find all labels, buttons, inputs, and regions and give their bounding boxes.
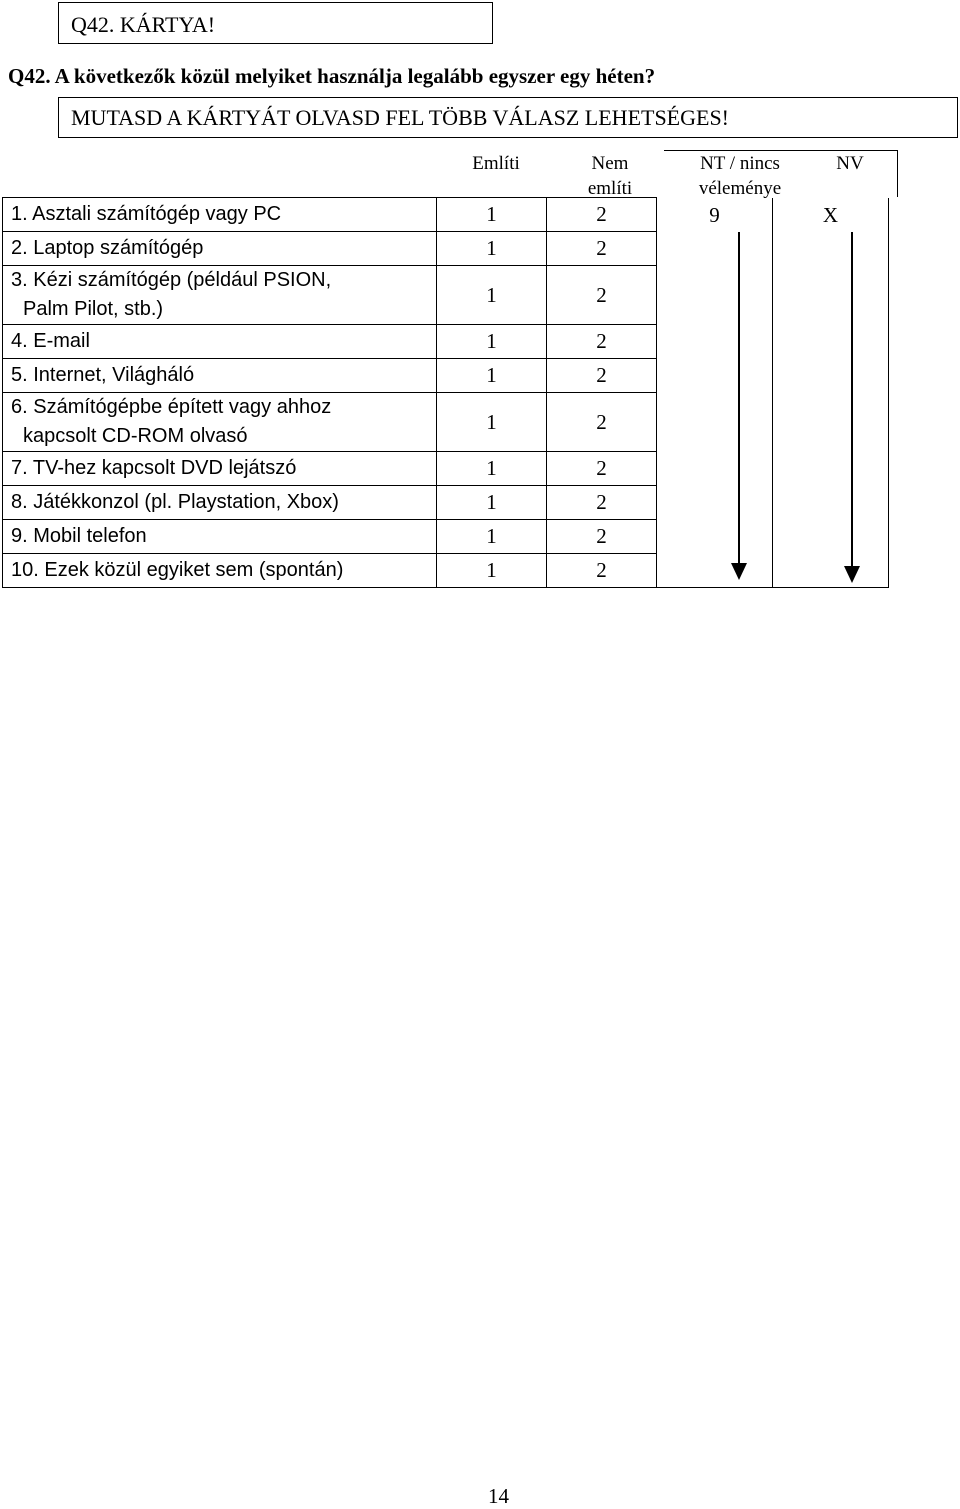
code-nem-emliti[interactable]: 2 xyxy=(547,266,657,325)
header-nv xyxy=(800,152,900,177)
row-label-line2: Palm Pilot, stb.) xyxy=(23,298,164,320)
header-nem-emliti xyxy=(560,152,660,201)
row-label xyxy=(3,554,437,588)
header-nt xyxy=(670,152,810,201)
code-emliti[interactable]: 1 xyxy=(437,554,547,588)
row-label xyxy=(3,266,437,325)
header-emliti-label: Említi xyxy=(472,153,520,174)
page-number: 14 xyxy=(488,1484,509,1508)
code-nv[interactable]: X xyxy=(773,198,889,588)
code-nem-emliti[interactable]: 2 xyxy=(547,393,657,452)
code-nem-emliti[interactable]: 2 xyxy=(547,325,657,359)
row-label xyxy=(3,486,437,520)
code-nem-emliti[interactable]: 2 xyxy=(547,198,657,232)
code-emliti[interactable]: 1 xyxy=(437,198,547,232)
header-nt-line1: NT / nincs xyxy=(700,153,780,174)
row-label xyxy=(3,359,437,393)
table-row xyxy=(3,198,889,232)
row-label-line1: 9. Mobil telefon xyxy=(11,525,147,547)
header-emliti xyxy=(446,152,546,177)
row-label-line1: 3. Kézi számítógép (például PSION, xyxy=(11,269,332,291)
row-label xyxy=(3,325,437,359)
row-label-line1: 4. E-mail xyxy=(11,330,90,352)
header-nv-label: NV xyxy=(836,153,864,174)
row-label xyxy=(3,520,437,554)
code-nem-emliti[interactable]: 2 xyxy=(547,359,657,393)
code-emliti[interactable]: 1 xyxy=(437,232,547,266)
header-nem-line1: Nem xyxy=(591,153,629,174)
card-title-box xyxy=(58,2,493,44)
code-emliti[interactable]: 1 xyxy=(437,325,547,359)
row-label-line1: 2. Laptop számítógép xyxy=(11,237,204,259)
header-nt-line2: véleménye xyxy=(698,177,782,199)
question-text: Q42. A következők közül melyiket használja legalább egyszer egy héten? xyxy=(8,64,656,88)
instruction-text: MUTASD A KÁRTYÁT OLVASD FEL TÖBB VÁLASZ LEHETSÉGES! xyxy=(71,105,730,130)
code-nem-emliti[interactable]: 2 xyxy=(547,486,657,520)
row-label-line1: 7. TV-hez kapcsolt DVD lejátszó xyxy=(11,457,297,479)
code-nem-emliti[interactable]: 2 xyxy=(547,520,657,554)
code-emliti[interactable]: 1 xyxy=(437,359,547,393)
row-label-line1: 1. Asztali számítógép vagy PC xyxy=(11,203,282,225)
code-emliti[interactable]: 1 xyxy=(437,266,547,325)
code-emliti[interactable]: 1 xyxy=(437,520,547,554)
header-nem-line2: említi xyxy=(587,177,633,199)
row-label-line2: kapcsolt CD-ROM olvasó xyxy=(23,425,248,447)
instruction-box xyxy=(58,97,958,138)
code-nt[interactable]: 9 xyxy=(657,198,773,588)
row-label-line1: 6. Számítógépbe épített vagy ahhoz xyxy=(11,396,332,418)
code-emliti[interactable]: 1 xyxy=(437,393,547,452)
card-title: Q42. KÁRTYA! xyxy=(71,12,216,37)
code-nem-emliti[interactable]: 2 xyxy=(547,452,657,486)
row-label xyxy=(3,198,437,232)
code-nem-emliti[interactable]: 2 xyxy=(547,554,657,588)
row-label-line1: 5. Internet, Világháló xyxy=(11,364,195,386)
answer-table xyxy=(2,197,889,588)
row-label xyxy=(3,232,437,266)
row-label xyxy=(3,452,437,486)
code-emliti[interactable]: 1 xyxy=(437,452,547,486)
code-emliti[interactable]: 1 xyxy=(437,486,547,520)
code-nem-emliti[interactable]: 2 xyxy=(547,232,657,266)
row-label-line1: 10. Ezek közül egyiket sem (spontán) xyxy=(11,559,344,581)
row-label xyxy=(3,393,437,452)
row-label-line1: 8. Játékkonzol (pl. Playstation, Xbox) xyxy=(11,491,339,513)
